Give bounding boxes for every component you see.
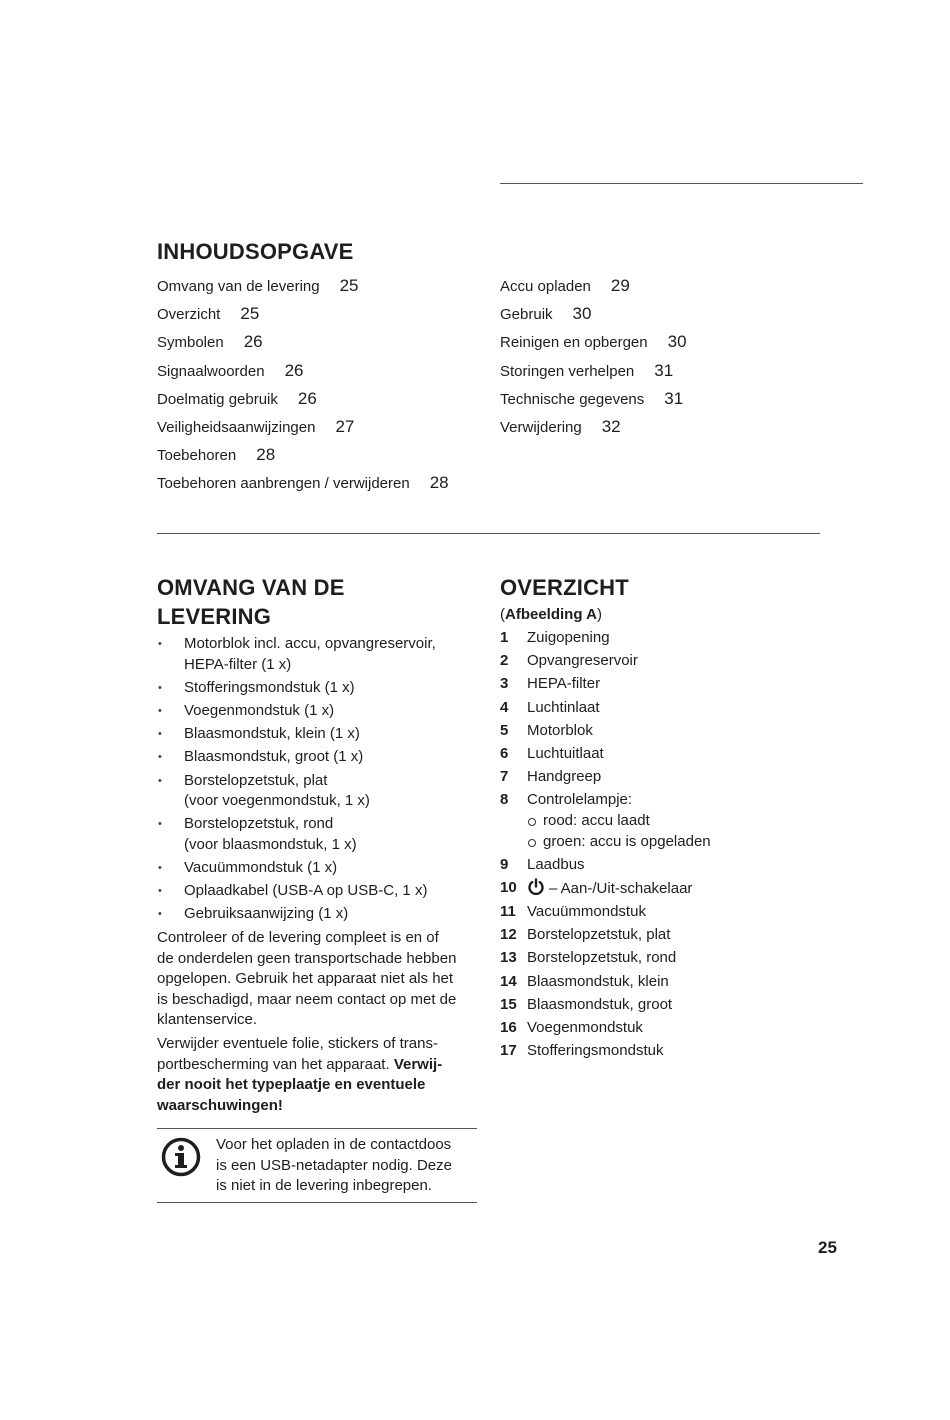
toc-title: INHOUDSOPGAVE: [157, 239, 354, 264]
list-item: • Oplaadkabel (USB-A op USB-C, 1 x): [157, 881, 477, 902]
toc-entry[interactable]: Accu opladen 29: [500, 276, 630, 295]
toc-entry[interactable]: Gebruik 30: [500, 304, 592, 324]
list-item: 12 Borstelopzetstuk, plat: [500, 926, 671, 944]
toc-entry[interactable]: Technische gegevens 31: [500, 388, 684, 408]
sub-item: groen: accu is opgeladen: [527, 832, 830, 853]
figure-reference: (Afbeelding A): [500, 606, 602, 623]
toc-entry[interactable]: Doelmatig gebruik 26: [157, 388, 317, 408]
toc-entry[interactable]: Reinigen en opbergen 30: [500, 332, 687, 352]
toc-entry[interactable]: Storingen verhelpen 31: [500, 360, 674, 380]
list-item: 9 Laadbus: [500, 855, 585, 873]
list-item: • Blaasmondstuk, groot (1 x): [157, 747, 477, 768]
toc-entry[interactable]: Omvang van de levering 25: [157, 276, 359, 295]
toc-left-column: [157, 277, 449, 503]
list-item: 17 Stofferingsmondstuk: [500, 1042, 664, 1060]
toc-entry[interactable]: Signaalwoorden 26: [157, 360, 304, 380]
delivery-warning-paragraph: Verwijder eventuele folie, stickers of trans- portbescherming van het apparaat. Verwij- der nooit het typeplaatje en eventuele waarschuwingen!: [157, 1035, 443, 1114]
top-rule: [500, 183, 863, 184]
list-item: • Borstelopzetstuk, rond (voor blaasmondstuk, 1 x): [157, 814, 477, 855]
toc-entry[interactable]: Symbolen 26: [157, 332, 263, 352]
list-item: 2 Opvangreservoir: [500, 652, 638, 670]
list-item: • Blaasmondstuk, klein (1 x): [157, 724, 477, 745]
toc-right-column: [500, 277, 687, 446]
list-item: • Stofferingsmondstuk (1 x): [157, 678, 477, 699]
list-item: 15 Blaasmondstuk, groot: [500, 995, 673, 1013]
list-item: • Borstelopzetstuk, plat (voor voegenmondstuk, 1 x): [157, 771, 477, 812]
toc-entry[interactable]: Toebehoren 28: [157, 445, 276, 465]
list-item: 16 Voegenmondstuk: [500, 1019, 643, 1036]
power-icon: [527, 878, 545, 896]
delivery-check-paragraph: Controleer of de levering compleet is en of de onderdelen geen transportschade hebben opgelopen. Gebruik het apparaat niet als het is beschadigd, maar neem contact op met de klantenservice.: [157, 929, 457, 1029]
info-text: Voor het opladen in de contactdoos is een USB-netadapter nodig. Deze is niet in de levering inbegrepen.: [216, 1136, 452, 1195]
list-item: 7 Handgreep: [500, 768, 602, 786]
delivery-title: OMVANG VAN DE LEVERING: [157, 575, 345, 629]
overview-title: OVERZICHT: [500, 575, 629, 600]
list-item: 6 Luchtuitlaat: [500, 744, 604, 762]
toc-entry[interactable]: Veiligheidsaanwijzingen 27: [157, 416, 355, 436]
toc-entry[interactable]: Verwijdering 32: [500, 416, 621, 436]
toc-entry[interactable]: Toebehoren aanbrengen / verwijderen 28: [157, 473, 449, 493]
list-item: 8 Controlelampje: rood: accu laadt groen: accu is opgeladen: [500, 790, 830, 852]
delivery-list: [157, 634, 477, 928]
list-item: 13 Borstelopzetstuk, rond: [500, 949, 677, 967]
section-rule: [157, 533, 820, 534]
info-note: [157, 1128, 477, 1203]
toc-entry[interactable]: Overzicht 25: [157, 304, 260, 324]
page-number: 25: [818, 1238, 837, 1257]
list-item: 10 – Aan-/Uit-schakelaar: [500, 878, 693, 897]
list-item: 14 Blaasmondstuk, klein: [500, 972, 669, 990]
overview-list: [500, 628, 830, 1064]
list-item: • Voegenmondstuk (1 x): [157, 701, 477, 722]
list-item: 4 Luchtinlaat: [500, 698, 600, 716]
list-item: 11 Vacuümmondstuk: [500, 903, 646, 921]
info-icon: [161, 1137, 201, 1177]
list-item: • Motorblok incl. accu, opvangreservoir, HEPA-filter (1 x): [157, 634, 477, 675]
list-item: • Gebruiksaanwijzing (1 x): [157, 904, 477, 925]
list-item: 3 HEPA-filter: [500, 675, 601, 693]
list-item: 1 Zuigopening: [500, 629, 610, 646]
list-item: 5 Motorblok: [500, 721, 593, 739]
sub-item: rood: accu laadt: [527, 811, 830, 832]
list-item: • Vacuümmondstuk (1 x): [157, 858, 477, 879]
